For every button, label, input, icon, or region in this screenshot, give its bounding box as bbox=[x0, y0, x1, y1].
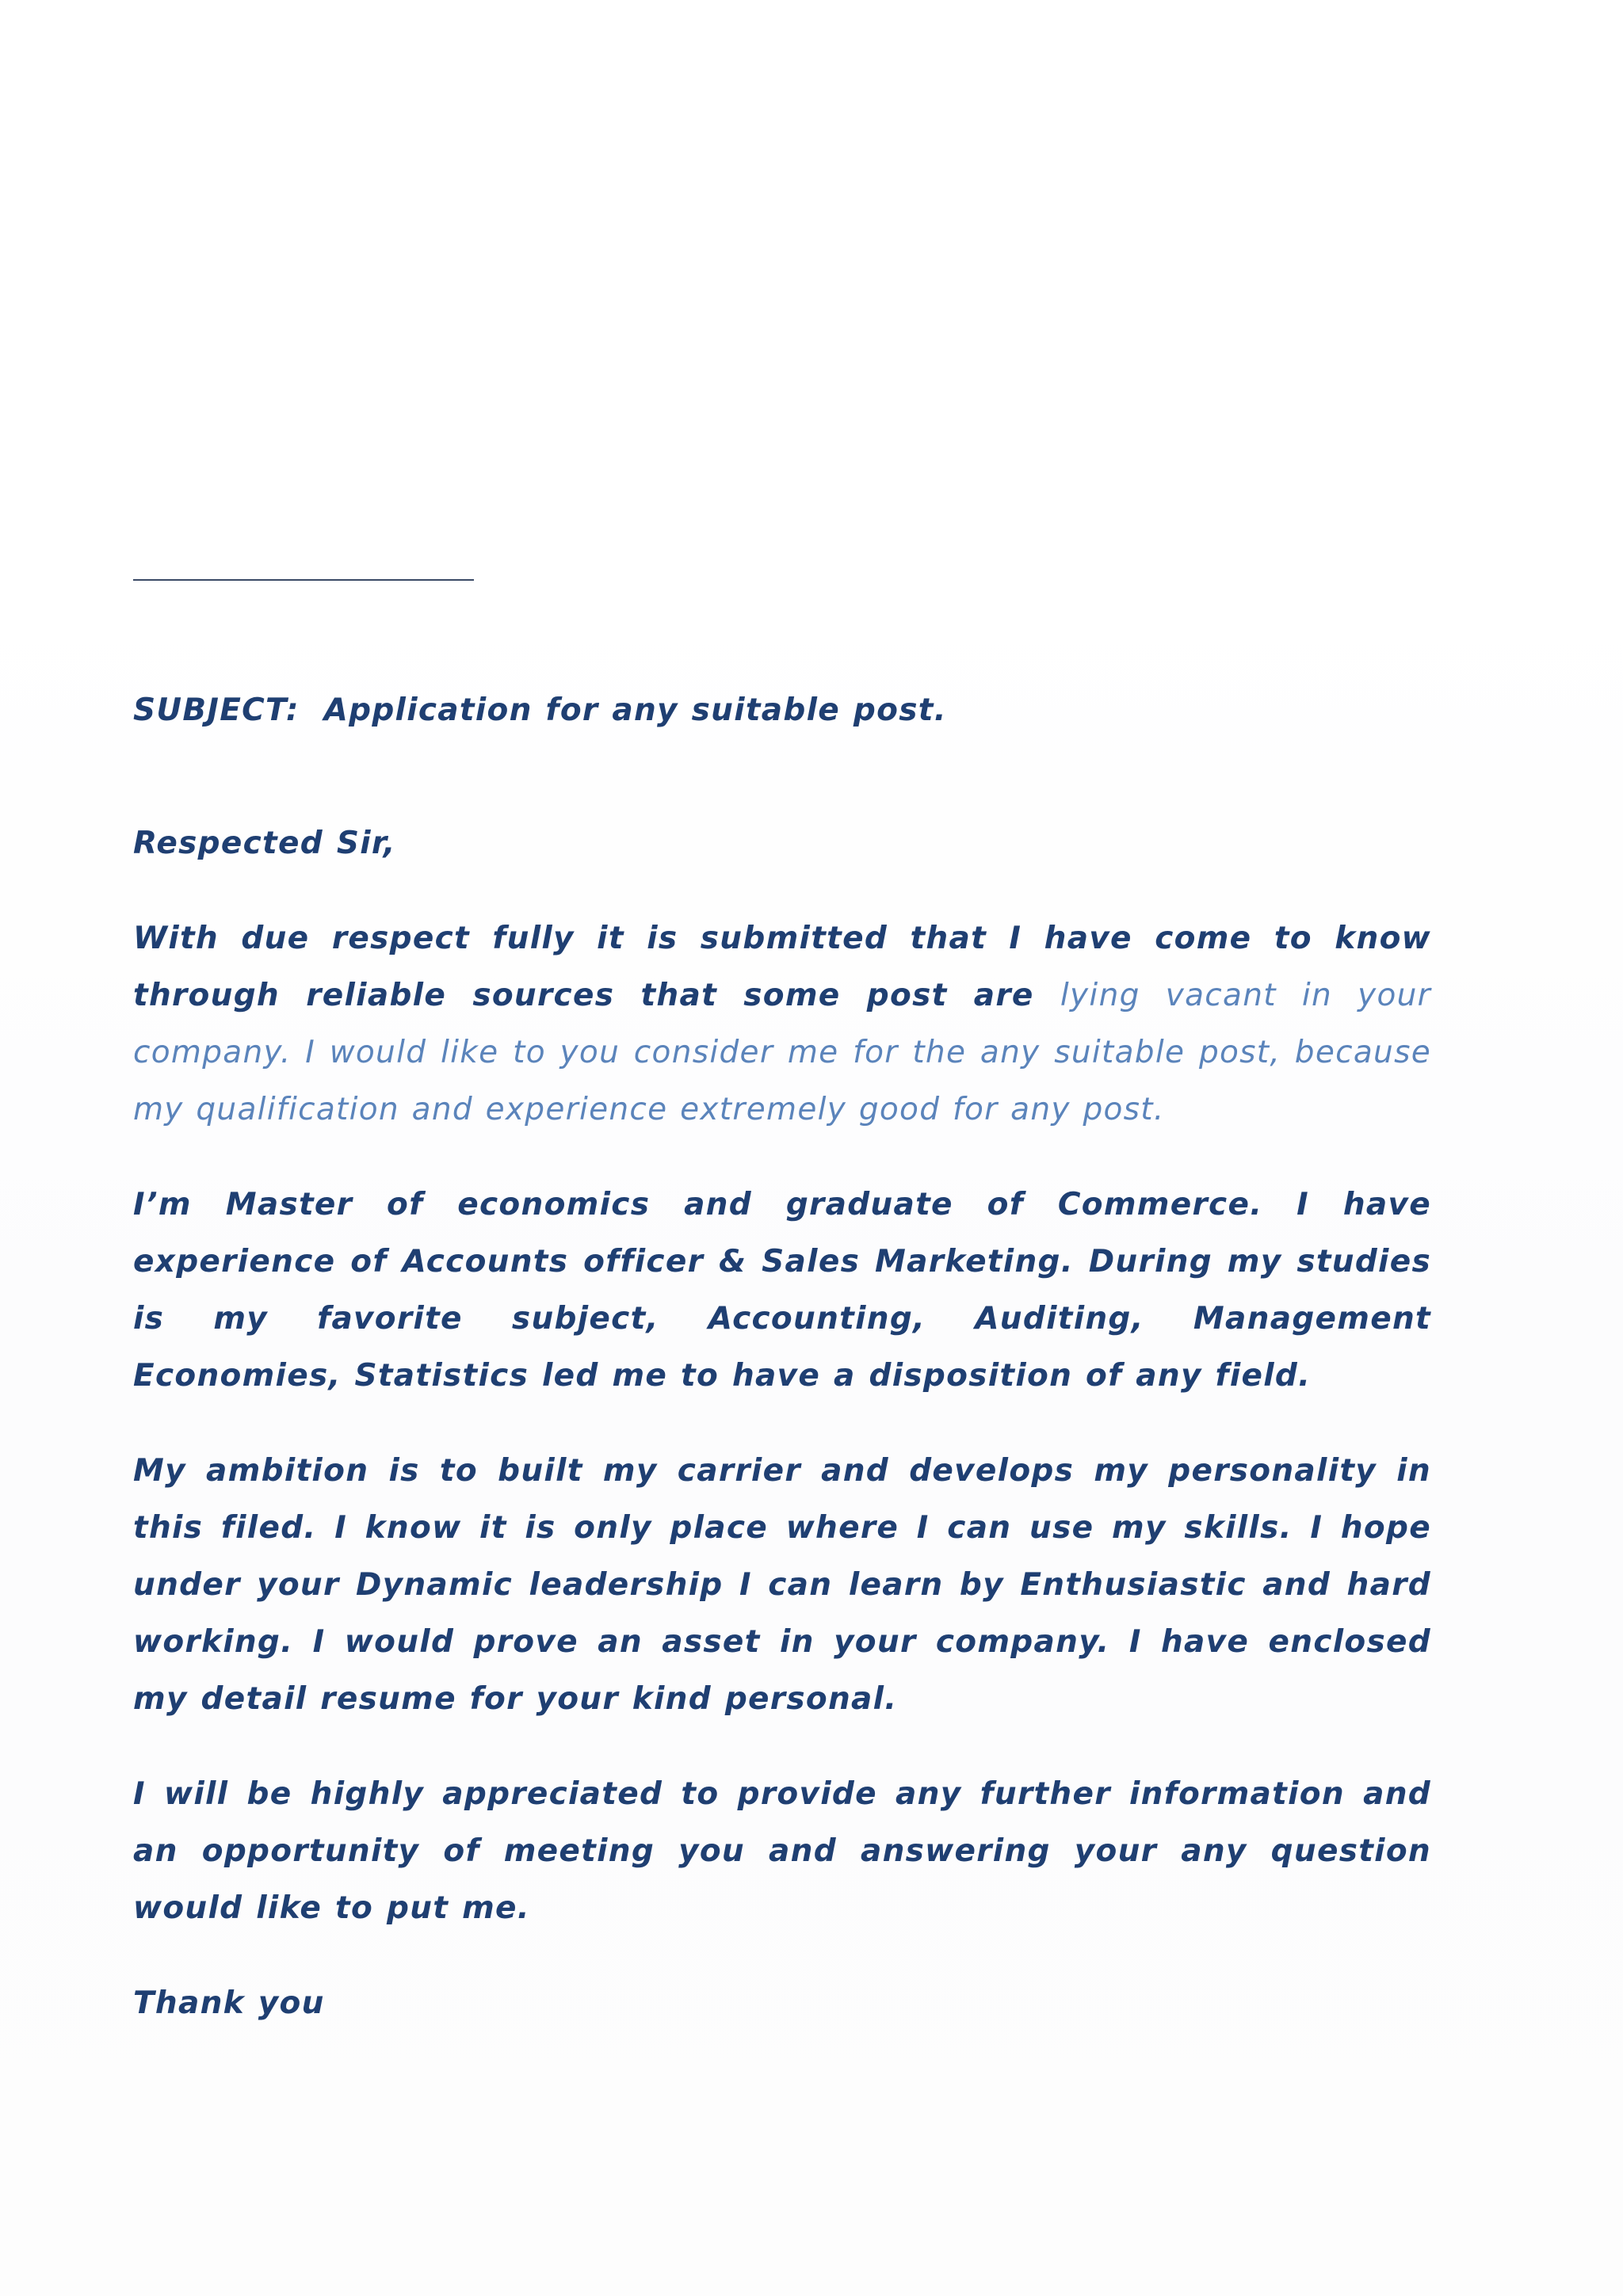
paragraph-1-dark-text: With due respect fully it is submitted that I have come to know through reliable sources that some post are bbox=[133, 921, 1431, 1013]
subject-text: Application for any suitable post. bbox=[323, 692, 947, 728]
paragraph-2: I’m Master of economics and graduate of Commerce. I have experience of Accounts officer & Sales Marketing. During my studies is my favorite subject, Accounting, Auditing, Management Economies, Statistics led me to have a disposition of any field. bbox=[133, 1187, 1431, 1394]
subject-line bbox=[133, 682, 1431, 739]
paragraph-1-light-text: lying vacant in your company. I would like to you consider me for the any suitable post, because my qualification and experience extremely good for any post. bbox=[133, 978, 1431, 1127]
subject-label: SUBJECT: bbox=[133, 692, 300, 728]
paragraph-1 bbox=[133, 910, 1431, 1138]
letter-body bbox=[133, 547, 1431, 2032]
blank-signature-line bbox=[133, 579, 474, 581]
paragraph-3: My ambition is to built my carrier and develops my personality in this filed. I know it is only place where I can use my skills. I hope under your Dynamic leadership I can learn by Enthusiastic and hard working. I would prove an asset in your company. I have enclosed my detail resume for your kind personal. bbox=[133, 1453, 1431, 1717]
closing: Thank you bbox=[133, 1985, 325, 2021]
salutation: Respected Sir, bbox=[133, 826, 396, 861]
paragraph-4: I will be highly appreciated to provide any further information and an opportunity of meeting you and answering your any question would like to put me. bbox=[133, 1776, 1431, 1926]
